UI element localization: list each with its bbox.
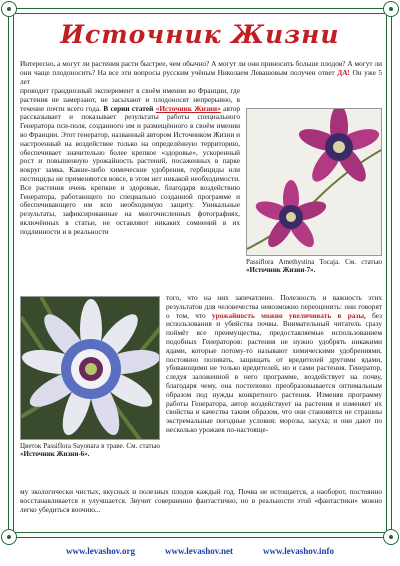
frame-inner-line [13, 532, 387, 533]
frame-inner-line [386, 13, 387, 533]
left-column-text [20, 87, 240, 237]
footer-link-net[interactable]: www.levashov.net [164, 546, 233, 556]
caption1-link: «Источник Жизни-7». [246, 266, 316, 275]
bottom-p1: му экологически чистых, вкусных и полезных плодов каждый год. Почва не истощается, а наоборот, постоянно восстанавливается и улучшается. Звучит совершенно фантастично, но в реальности этой «фантастики» можно легко убедиться воочию... [20, 487, 382, 514]
frame-corner-ornament-icon [383, 1, 399, 17]
right-p2: без использования и убийства почвы. Внимательный читатель сразу поймёт все преимущества, предоставляемые использованием подобных Генераторов: растения не нужно удобрять никакими ядами, которые потому-то называют химическими удобрениями, постоянно поливать, защищать от вредителей другими ядами, убивающими не только вредителей, но и сами растения. Генератор, следуя заложенной в него программе, воздействует на почву, благодаря чему, она постепенно преобразовывается оптимальным образом под нужды конкретного растения. Изменяя программу работы Генератора, автор воздействует на растения и изменяет их свойства и качества таким образом, что они становятся не страшны экстремальные погодные условия: морозы, засуха; и они дают по несколько урожаев по-настояще- [166, 310, 382, 434]
frame-inner-line [13, 13, 387, 14]
right-p1: того, что на них запечатлено. Полезность и важность этих результатов для человечества невозможно переоценить: они говорят о том, что [166, 293, 382, 320]
bottom-text [20, 488, 382, 514]
photo2-caption [20, 442, 160, 459]
right-column-text [166, 294, 382, 435]
intro-paragraph [20, 60, 382, 86]
footer-link-org[interactable]: www.levashov.org [65, 546, 135, 556]
caption2-text: Цветок Passiflora Sayonara в траве. См. статью [20, 442, 160, 450]
intro-tail: Он уже 5 лет [20, 67, 382, 86]
right-p1-bold: урожайность можно увеличивать в разы, [211, 310, 366, 320]
purple-passionflower-icon [247, 109, 382, 256]
page-title: Источник Жизни [60, 20, 340, 49]
footer-links [0, 546, 400, 556]
passionflower-white-photo [20, 296, 160, 440]
left-p1-bold: В серии статей [103, 103, 154, 113]
frame-corner-ornament-icon [1, 1, 17, 17]
intro-answer: ДА! [337, 67, 350, 77]
passionflower-purple-photo [246, 108, 382, 256]
frame-inner-line [13, 13, 14, 533]
left-p1: проводит грандиозный эксперимент в своём имении во Франции, где растения не замерзают, не засыхают и плодоносят непрерывно, в течение почти всего года. [20, 86, 240, 113]
frame-corner-ornament-icon [383, 529, 399, 545]
caption1-text: Passiflora Amethystina Tocaja. См. статью [246, 258, 382, 266]
white-blue-passionflower-icon [21, 297, 160, 440]
left-p2: автор рассказывает и показывает результаты работы специального Генератора пси-поля, созданного им и размещённого в своём имении во Франции. Этот генератор, названный автором Источником Жизни и настроенный на воздействие только на определённую территорию, обеспечивает значительно более крепкое «здоровье», ускоренный рост и повышенную урожайность растений, посаженных в парке вокруг замка. Какие-либо химические удобрения, гербициды или пестициды не применяются вовсе, в этом нет никакой необходимости. Все растения очень крепкие и здоровые, благодаря воздействию Генератора, работающего по специально созданной программе и обеспечивающего им всю необходимую защиту. Уникальные результаты, зафиксированные на многочисленных фотографиях, включённых в статьи, не оставляют никаких сомнений в их подлинности и в реальности [20, 103, 241, 236]
photo1-caption [246, 258, 382, 275]
frame-corner-ornament-icon [1, 529, 17, 545]
article-series-link[interactable]: «Источник Жизни» [155, 103, 221, 113]
intro-text: Интересно, а могут ли растения расти быстрее, чем обычно? А могут ли они приносить больше плодов? А могут ли они чаще плодоносить? На все эти вопросы русским учёным Николаем Левашовым получен ответ [20, 59, 382, 77]
footer-link-info[interactable]: www.levashov.info [263, 546, 335, 556]
caption2-link: «Источник Жизни-6». [20, 450, 90, 459]
